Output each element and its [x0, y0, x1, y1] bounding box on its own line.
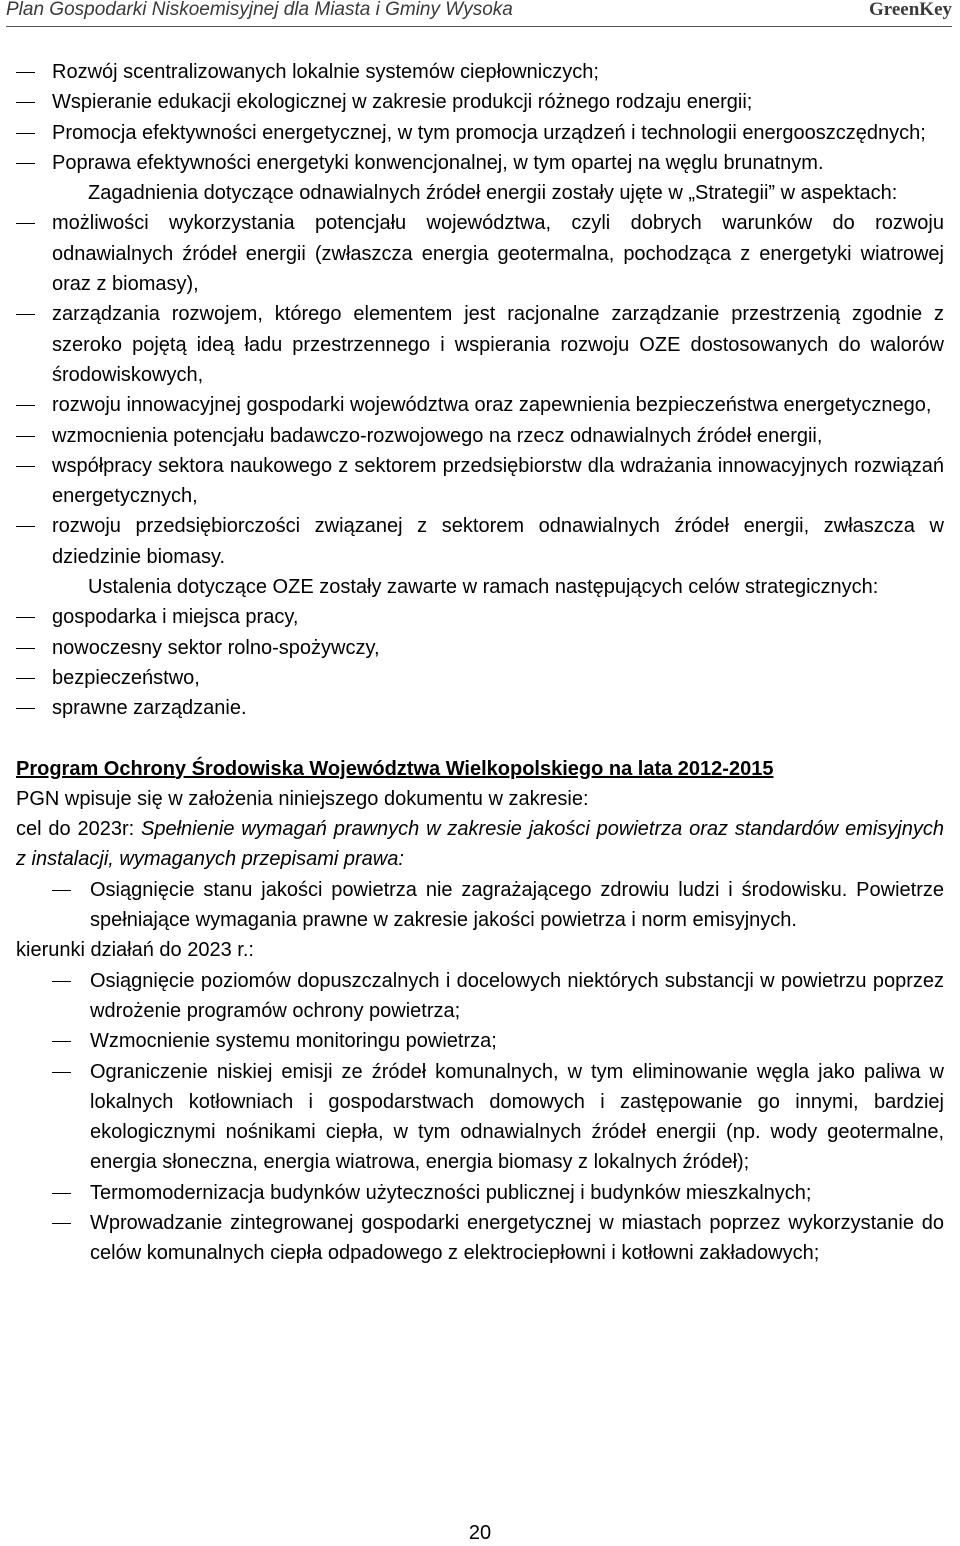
list-item: Osiągnięcie stanu jakości powietrza nie zagrażającego zdrowiu ludzi i środowisku. Powietrze spełniające wymagania prawne w zakresie jakości powietrza i norm emisyjnych. — [16, 875, 944, 936]
section-heading: Program Ochrony Środowiska Województwa Wielkopolskiego na lata 2012-2015 — [16, 757, 774, 780]
action-directions-list — [16, 966, 944, 1269]
list-item: współpracy sektora naukowego z sektorem przedsiębiorstw dla wdrażania innowacyjnych rozwiązań energetycznych, — [16, 451, 944, 512]
goal-label: cel do 2023r: — [16, 818, 142, 841]
goal-items-list — [16, 875, 944, 936]
oze-goals-paragraph: Ustalenia dotyczące OZE zostały zawarte w ramach następujących celów strategicznych: — [88, 576, 879, 599]
list-item: gospodarka i miejsca pracy, — [16, 602, 944, 632]
development-directions-list — [16, 57, 944, 178]
list-item: sprawne zarządzanie. — [16, 693, 944, 723]
header-brand-logo: GreenKey — [868, 0, 952, 20]
list-item: Wzmocnienie systemu monitoringu powietrza; — [16, 1026, 944, 1056]
page-header — [6, 0, 952, 27]
list-item: Promocja efektywności energetycznej, w tym promocja urządzeń i technologii energooszczędnych; — [16, 118, 944, 148]
section-spacer — [16, 724, 944, 754]
oze-strategy-paragraph: Zagadnienia dotyczące odnawialnych źródeł energii zostały ujęte w „Strategii” w aspektach: — [88, 182, 898, 205]
list-item: bezpieczeństwo, — [16, 663, 944, 693]
goal-text: Spełnienie wymagań prawnych w zakresie jakości powietrza oraz standardów emisyjnych z instalacji, wymaganych przepisami prawa: — [16, 818, 944, 871]
oze-aspects-list — [16, 208, 944, 572]
list-item: Wspieranie edukacji ekologicznej w zakresie produkcji różnego rodzaju energii; — [16, 87, 944, 117]
page-number: 20 — [468, 1522, 492, 1544]
list-item: możliwości wykorzystania potencjału województwa, czyli dobrych warunków do rozwoju odnawialnych źródeł energii (zwłaszcza energia geotermalna, pochodząca z energetyki wiatrowej oraz z biomasy), — [16, 208, 944, 299]
page-content — [16, 57, 944, 1269]
list-item: zarządzania rozwojem, którego elementem jest racjonalne zarządzanie przestrzenią zgodnie z szeroko pojętą ideą ładu przestrzennego i wspierania rozwoju OZE dostosowanych do walorów środowiskowych, — [16, 299, 944, 390]
list-item: rozwoju innowacyjnej gospodarki województwa oraz zapewnienia bezpieczeństwa energetycznego, — [16, 390, 944, 420]
list-item: Ograniczenie niskiej emisji ze źródeł komunalnych, w tym eliminowanie węgla jako paliwa w lokalnych kotłowniach i gospodarstwach domowych i zastępowanie go innymi, bardziej ekologicznymi nośnikami ciepła, w tym odnawialnych źródeł energii (np. wody geotermalne, energia słoneczna, energia wiatrowa, energia biomasy z lokalnych źródeł); — [16, 1057, 944, 1178]
list-item: nowoczesny sektor rolno-spożywczy, — [16, 633, 944, 663]
list-item: Wprowadzanie zintegrowanej gospodarki energetycznej w miastach poprzez wykorzystanie do celów komunalnych ciepła odpadowego z elektrociepłowni i kotłowni zakładowych; — [16, 1208, 944, 1269]
list-item: Osiągnięcie poziomów dopuszczalnych i docelowych niektórych substancji w powietrzu poprzez wdrożenie programów ochrony powietrza; — [16, 966, 944, 1027]
section-intro: PGN wpisuje się w założenia niniejszego dokumentu w zakresie: — [16, 787, 589, 810]
goal-paragraph — [16, 814, 944, 875]
list-item: Termomodernizacja budynków użyteczności publicznej i budynków mieszkalnych; — [16, 1178, 944, 1208]
list-item: rozwoju przedsiębiorczości związanej z sektorem odnawialnych źródeł energii, zwłaszcza w dziedzinie biomasy. — [16, 511, 944, 572]
list-item: Poprawa efektywności energetyki konwencjonalnej, w tym opartej na węglu brunatnym. — [16, 148, 944, 178]
list-item: Rozwój scentralizowanych lokalnie systemów ciepłowniczych; — [16, 57, 944, 87]
header-document-title: Plan Gospodarki Niskoemisyjnej dla Miasta i Gminy Wysoka — [6, 0, 513, 20]
list-item: wzmocnienia potencjału badawczo-rozwojowego na rzecz odnawialnych źródeł energii, — [16, 421, 944, 451]
strategic-goals-list — [16, 602, 944, 723]
directions-label: kierunki działań do 2023 r.: — [16, 939, 254, 962]
